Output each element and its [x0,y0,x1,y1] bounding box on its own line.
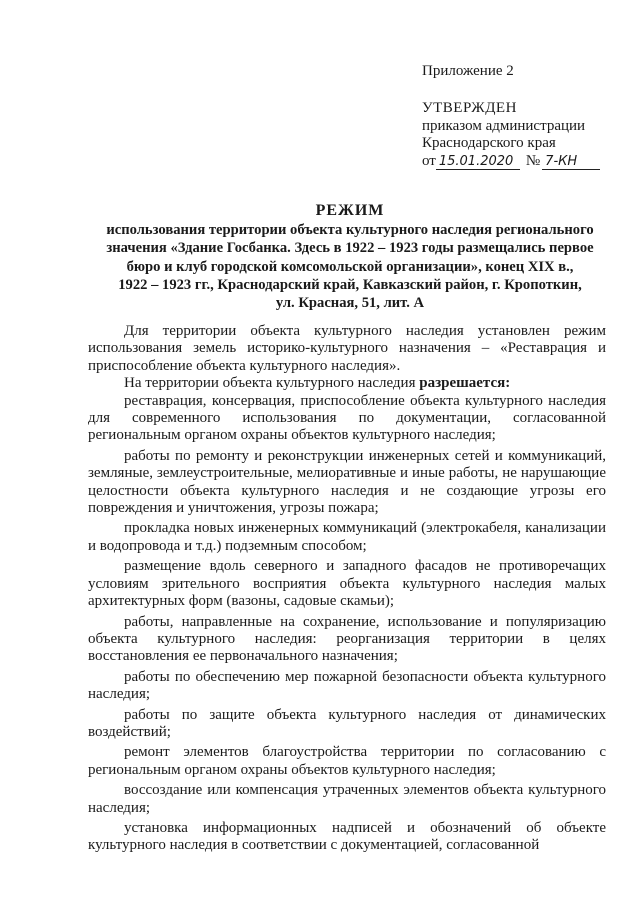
list-item: прокладка новых инженерных коммуникаций (электрокабеля, канализации и водопровода и т.д.) подземным способом; [88,520,606,554]
order-line-1: приказом администрации [422,117,586,134]
document-title [70,202,630,312]
allowed-paragraph [88,375,606,392]
title-line: значения «Здание Госбанка. Здесь в 1922 – 1923 годы размещались первое [106,240,594,257]
list-item: реставрация, консервация, приспособление объекта культурного наследия для современного использования по документации, согласованной региональным органом охраны объектов культурного наследия; [88,392,606,444]
title-line: ул. Красная, 51, лит. А [275,295,425,312]
appendix-label: Приложение 2 [422,63,514,79]
handwritten-number: 7-КН [542,155,600,170]
allowed-bold: разрешается: [419,375,511,392]
list-item: работы по ремонту и реконструкции инженерных сетей и коммуникаций, земляные, землеустроительные, мелиоративные и иные работы, не нарушающие целостности объекта культурного наследия и не создающие угрозы его повреждения и уничтожения, угрозы пожара; [88,447,606,517]
title-line: 1922 – 1923 гг., Краснодарский край, Кавказский район, г. Кропоткин, [118,276,582,293]
approval-block [422,100,600,170]
order-date-number [422,153,600,171]
list-item: работы, направленные на сохранение, использование и популяризацию объекта культурного наследия: реорганизация территории в целях восстановления ее первоначального назначения; [88,613,606,665]
allowed-text: На территории объекта культурного наследия [124,375,420,392]
list-item: работы по защите объекта культурного наследия от динамических воздействий; [88,706,606,740]
order-line-2: Краснодарского края [422,135,556,151]
handwritten-date: 15.01.2020 [436,155,520,170]
document-body [88,323,606,855]
list-item: размещение вдоль северного и западного фасадов не противоречащих условиям зрительного восприятия объекта культурного наследия малых архитектурных форм (вазоны, садовые скамьи); [88,558,606,610]
date-prefix: от [422,152,436,169]
list-item: работы по обеспечению мер пожарной безопасности объекта культурного наследия; [88,668,606,703]
list-item: воссоздание или компенсация утраченных элементов объекта культурного наследия; [88,782,606,816]
title-heading: РЕЖИМ [315,202,385,219]
list-item: ремонт элементов благоустройства территории по согласованию с региональным органом охраны объектов культурного наследия; [88,744,606,778]
number-sign: № [525,152,541,169]
intro-paragraph: Для территории объекта культурного наследия установлен режим использования земель историко-культурного назначения – «Реставрация и приспособление объекта культурного наследия». [88,323,606,374]
title-line: бюро и клуб городской комсомольской организации», конец XIX в., [126,258,574,275]
title-line: использования территории объекта культурного наследия регионального [106,222,594,239]
approved-label: УТВЕРЖДЕН [422,100,517,116]
list-item: установка информационных надписей и обозначений об объекте культурного наследия в соответствии с документацией, согласованной [88,819,606,854]
